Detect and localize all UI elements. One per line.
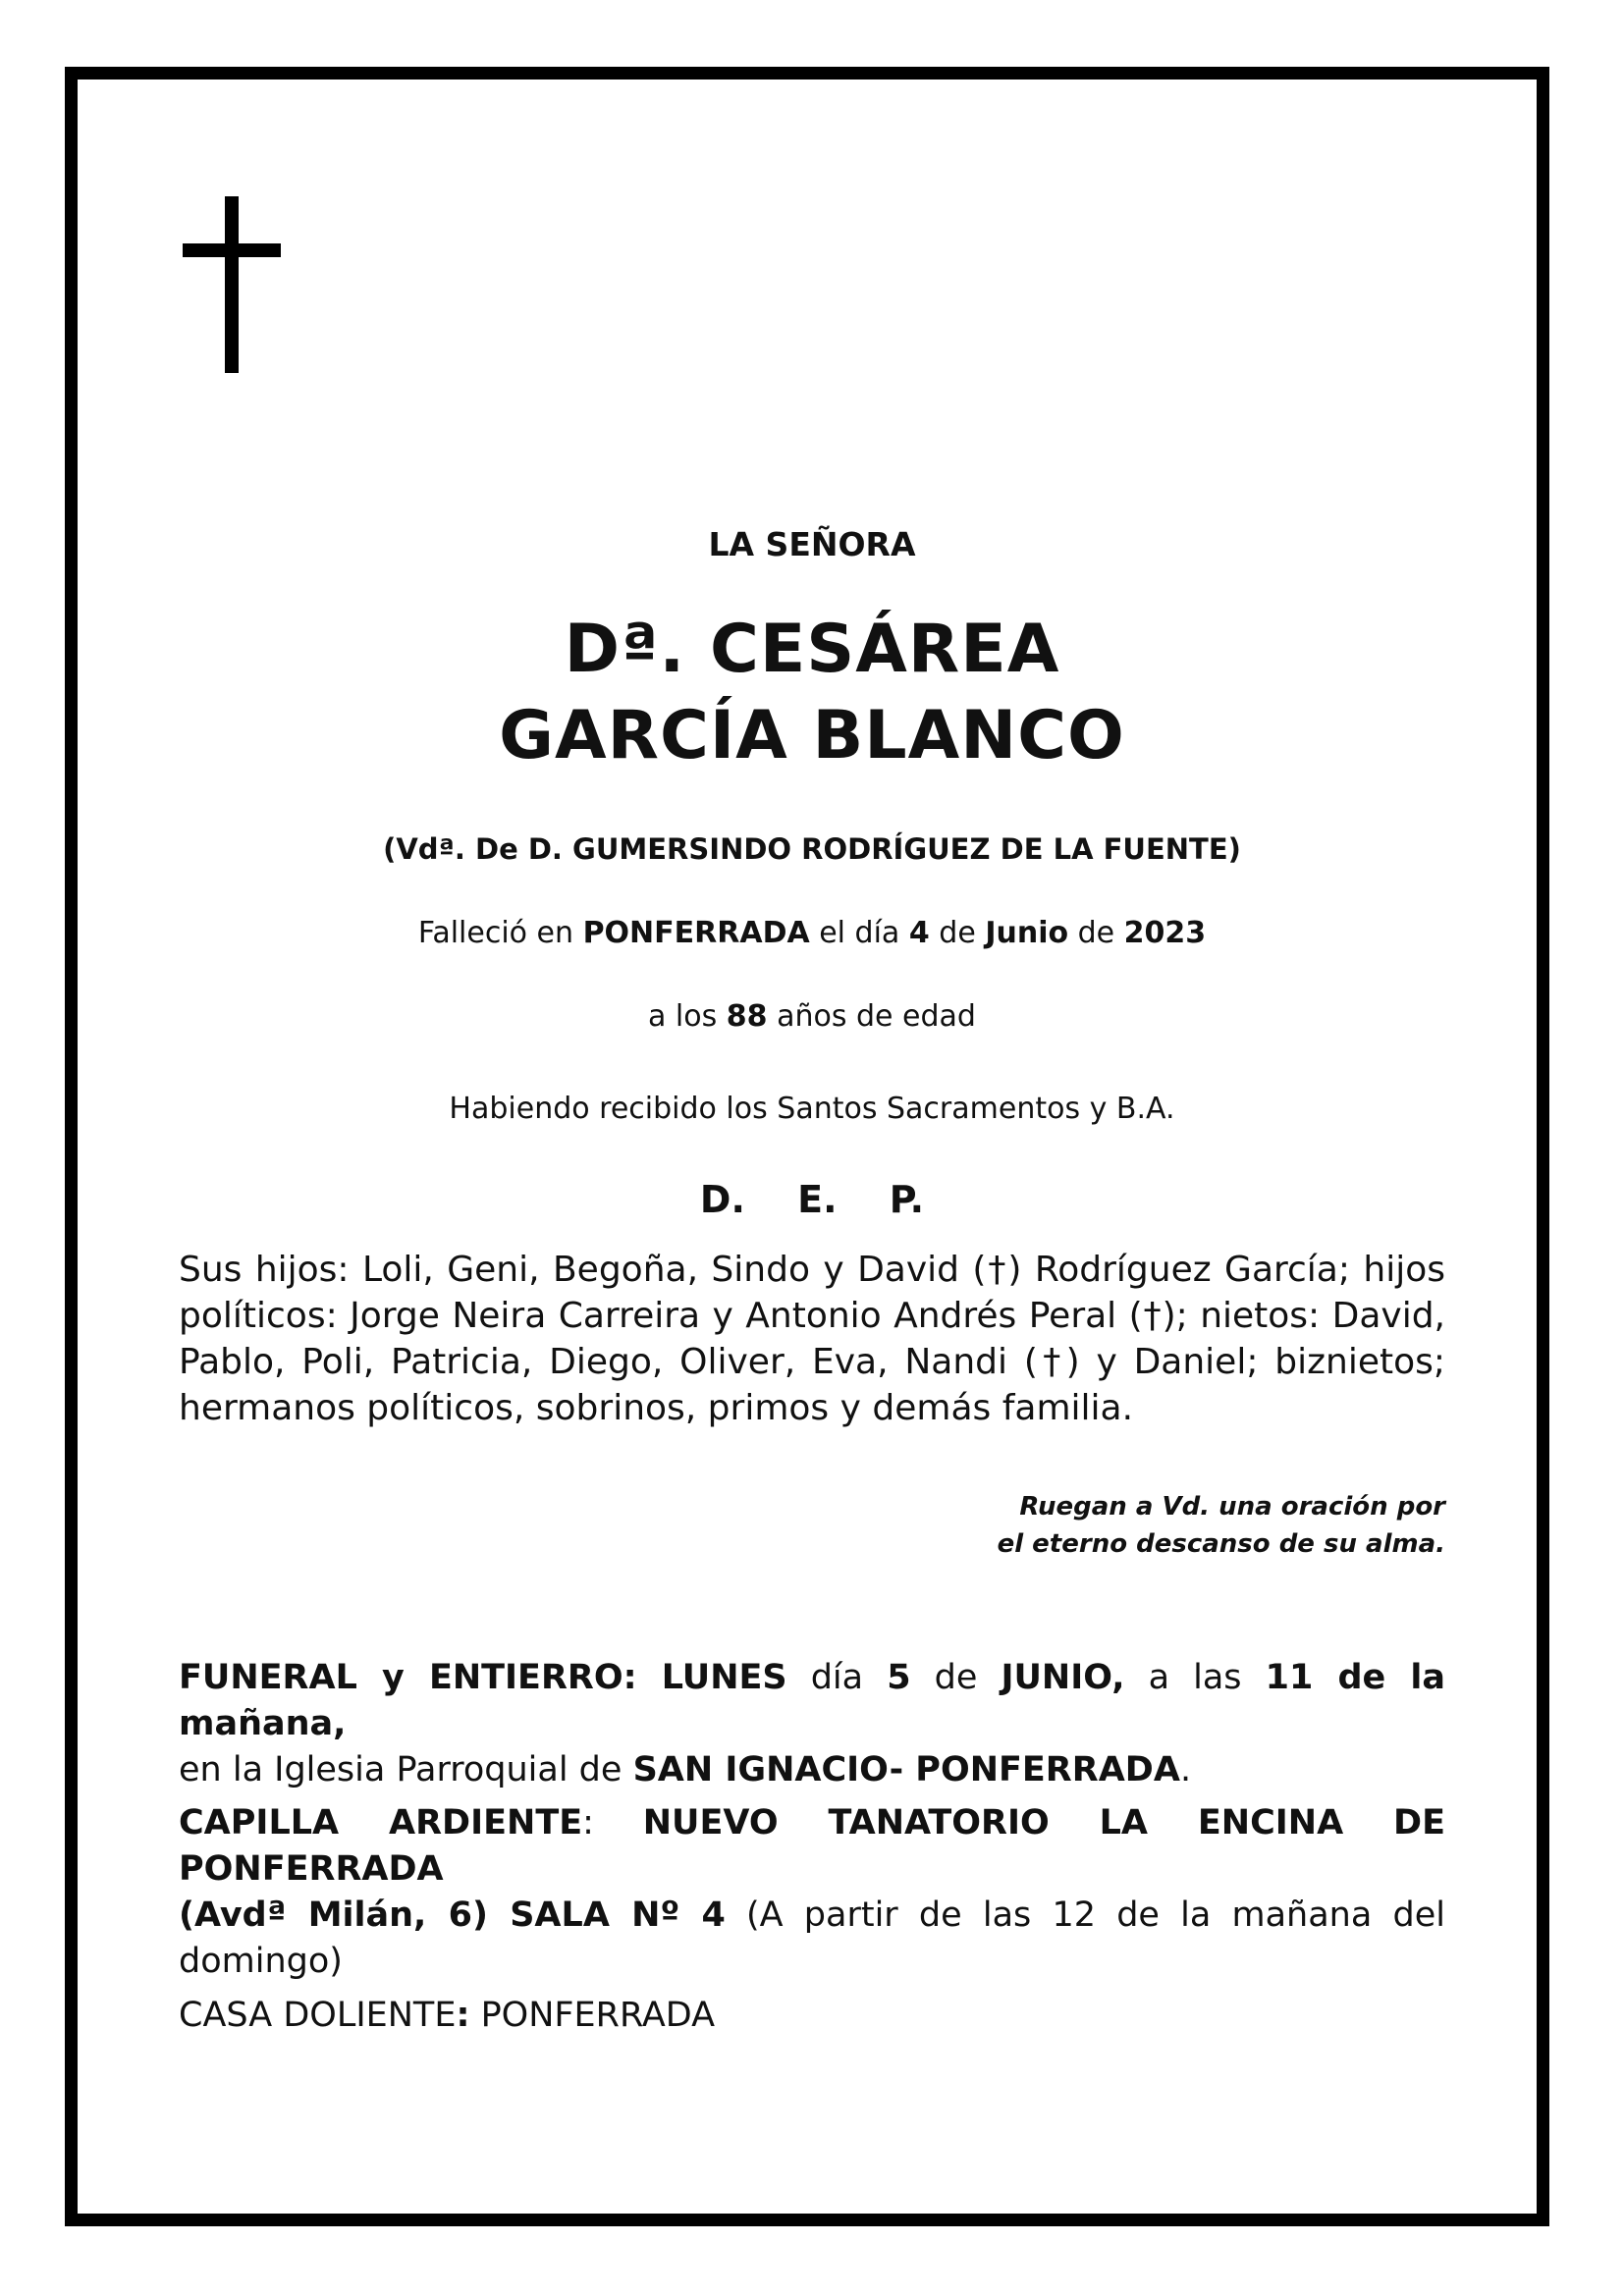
- sacraments-note: Habiendo recibido los Santos Sacramentos y B.A.: [449, 1092, 1175, 1126]
- death-day: 4: [908, 916, 930, 950]
- age-notice: a los 88 años de edad: [648, 999, 976, 1034]
- deceased-name-line2: GARCÍA BLANCO: [499, 697, 1125, 774]
- funeral-info: FUNERAL y ENTIERRO: LUNES día 5 de JUNIO, a las 11 de la mañana, en la Iglesia Parroquial de SAN IGNACIO- PONFERRADA.: [179, 1658, 1445, 1789]
- deceased-name-line1: Dª. CESÁREA: [564, 611, 1060, 688]
- mourning-house-label: CASA DOLIENTE: [179, 1996, 457, 2035]
- family-list: Sus hijos: Loli, Geni, Begoña, Sindo y David (†) Rodríguez García; hijos políticos: Jorge Neira Carreira y Antonio Andrés Peral (†); nietos: David, Pablo, Poli, Patricia, Diego, Oliver, Eva, Nandi (†) y Daniel; biznietos; hermanos políticos, sobrinos, primos y demás familia.: [179, 1250, 1445, 1428]
- chapel-info: CAPILLA ARDIENTE: NUEVO TANATORIO LA ENCINA DE PONFERRADA (Avdª Milán, 6) SALA Nº 4 (A partir de las 12 de la mañana del domingo): [179, 1803, 1446, 1981]
- chapel-label: CAPILLA ARDIENTE: [179, 1803, 583, 1842]
- funeral-label: FUNERAL y ENTIERRO: LUNES: [179, 1658, 787, 1697]
- mourning-house-value: PONFERRADA: [469, 1996, 716, 2035]
- heading: LA SEÑORA: [708, 525, 916, 563]
- funeral-month: JUNIO,: [1001, 1658, 1125, 1697]
- chapel-address: (Avdª Milán, 6) SALA Nº 4: [179, 1896, 726, 1935]
- death-month: Junio: [985, 916, 1069, 950]
- prayer-request: [785, 1488, 1445, 1563]
- dep-heading: D. E. P.: [699, 1178, 925, 1221]
- funeral-day: 5: [887, 1658, 911, 1697]
- death-place: PONFERRADA: [582, 916, 810, 950]
- prayer-line1: Ruegan a Vd. una oración por: [1019, 1492, 1445, 1522]
- death-notice: Falleció en PONFERRADA el día 4 de Junio de 2023: [417, 916, 1207, 950]
- funeral-church: SAN IGNACIO- PONFERRADA: [632, 1750, 1180, 1789]
- chapel-venue: NUEVO TANATORIO LA ENCINA DE PONFERRADA: [179, 1803, 1446, 1889]
- death-year: 2023: [1123, 916, 1207, 950]
- funeral-time: 11 de la mañana,: [179, 1658, 1445, 1743]
- chapel-note: (A partir de las 12 de la mañana del domingo): [179, 1896, 1445, 1981]
- prayer-line2: el eterno descanso de su alma.: [997, 1529, 1445, 1559]
- cross-icon: [183, 196, 281, 373]
- mourning-house: CASA DOLIENTE: PONFERRADA: [179, 1996, 716, 2035]
- age-years: 88: [726, 999, 768, 1034]
- widow-note: (Vdª. De D. GUMERSINDO RODRÍGUEZ DE LA FUENTE): [383, 832, 1241, 866]
